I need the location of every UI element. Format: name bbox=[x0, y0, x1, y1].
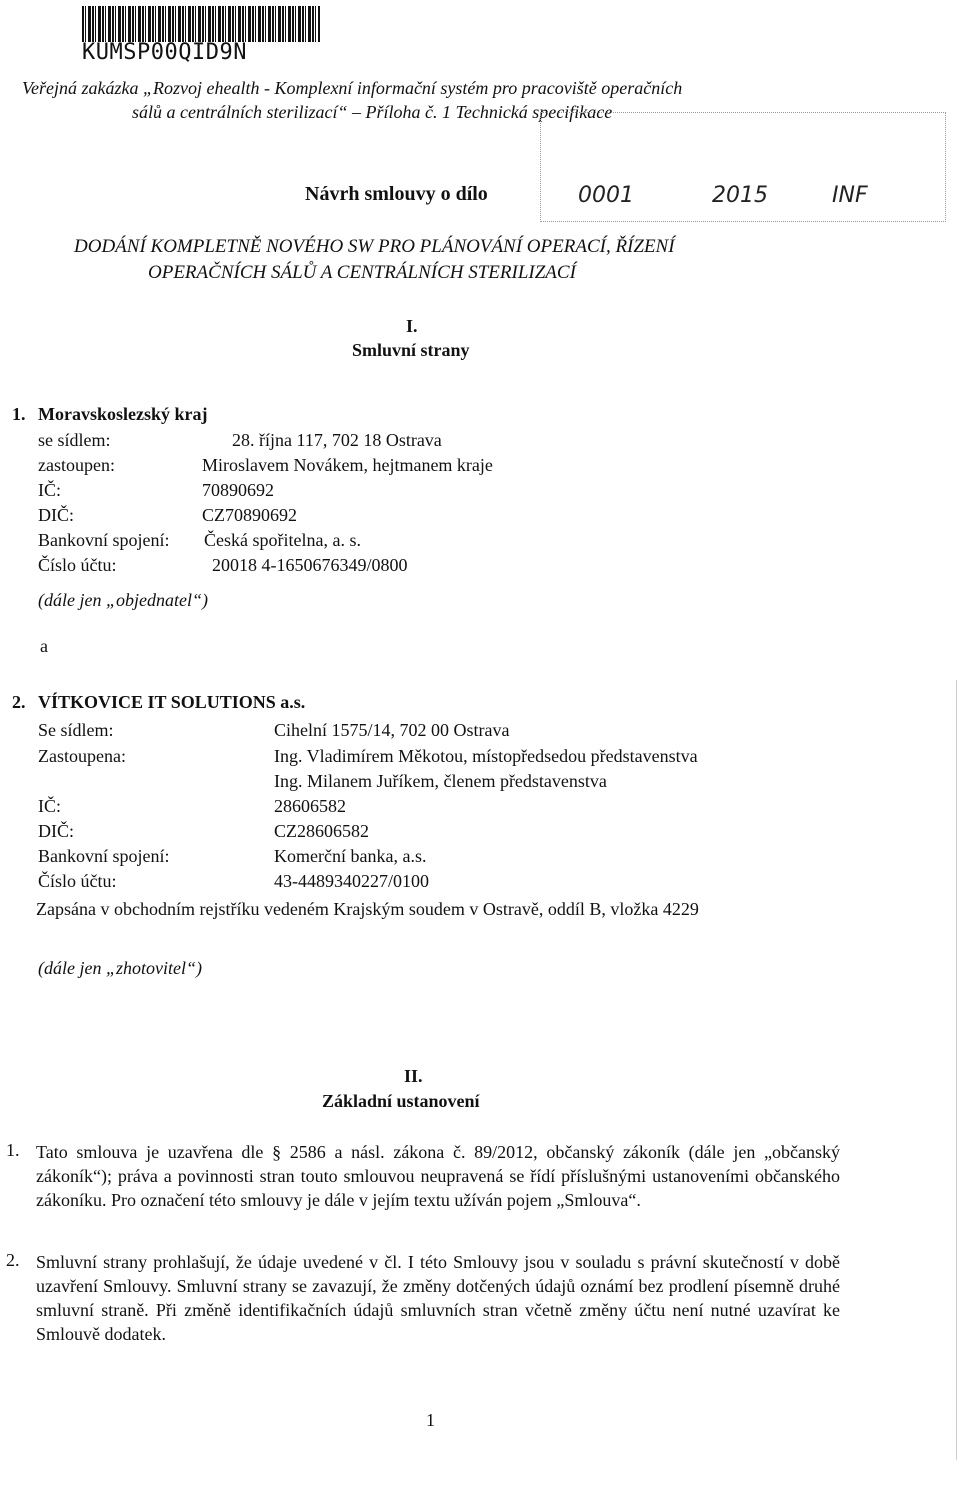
party-2-ic-value: 28606582 bbox=[274, 796, 346, 816]
clause-2-text: Smluvní strany prohlašují, že údaje uvedené v čl. I této Smlouvy jsou v souladu s právní skutečností v době uzavření Smlouvy. Smluvní strany se zavazují, že změny dotčených údajů oznámí bez prodlení písemně druhé smluvní straně. Při změně identifikačních údajů smluvních stran včetně změny účtu není nutné uzavírat ke Smlouvě dodatek. bbox=[36, 1252, 840, 1344]
section-2-numeral: II. bbox=[404, 1066, 423, 1086]
party-2-rep-value-1: Ing. Vladimírem Měkotou, místopředsedou představenstva bbox=[274, 746, 698, 766]
party-2-rep-value-2: Ing. Milanem Juříkem, členem představenstva bbox=[274, 771, 607, 791]
party-1-ic-label: IČ: bbox=[38, 480, 62, 500]
clause-1-text: Tato smlouva je uzavřena dle § 2586 a násl. zákona č. 89/2012, občanský zákoník (dále jen „občanský zákoník“); práva a povinnosti stran touto smlouvou neupravená se řídí příslušnými ustanoveními občanského zákoníku. Pro označení této smlouvy je dále v jejím textu užíván pojem „Smlouva“. bbox=[36, 1142, 840, 1210]
party-2-bank-label: Bankovní spojení: bbox=[38, 846, 170, 866]
party-1-bank-label: Bankovní spojení: bbox=[38, 530, 170, 550]
party-1-account-label: Číslo účtu: bbox=[38, 555, 117, 575]
contract-title: Návrh smlouvy o dílo bbox=[305, 183, 488, 205]
party-2-rep-label: Zastoupena: bbox=[38, 746, 126, 766]
party-1-rep-value: Miroslavem Novákem, hejtmanem kraje bbox=[202, 455, 493, 475]
document-code: KUMSP00QID9N bbox=[82, 40, 247, 65]
party-1-rep-label: zastoupen: bbox=[38, 455, 115, 475]
party-1-number: 1. bbox=[12, 404, 26, 424]
handwritten-year: 2015 bbox=[712, 183, 768, 208]
party-2-seat-label: Se sídlem: bbox=[38, 720, 114, 740]
clause-1-number: 1. bbox=[6, 1140, 20, 1160]
handwritten-dept: INF bbox=[832, 183, 868, 208]
section-1-heading: Smluvní strany bbox=[352, 340, 470, 360]
party-1-dic-value: CZ70890692 bbox=[202, 505, 298, 525]
tender-line-2: sálů a centrálních sterilizací“ – Příloha č. 1 Technická specifikace bbox=[132, 102, 613, 122]
subject-line-2: OPERAČNÍCH SÁLŮ A CENTRÁLNÍCH STERILIZACÍ bbox=[148, 262, 576, 283]
party-1-alias: (dále jen „objednatel“) bbox=[38, 590, 208, 610]
clause-2-number: 2. bbox=[6, 1250, 20, 1270]
party-2-register: Zapsána v obchodním rejstříku vedeném Krajským soudem v Ostravě, oddíl B, vložka 4229 bbox=[36, 899, 699, 919]
page-number: 1 bbox=[426, 1410, 435, 1430]
subject-line-1: DODÁNÍ KOMPLETNĚ NOVÉHO SW PRO PLÁNOVÁNÍ OPERACÍ, ŘÍZENÍ bbox=[74, 236, 675, 257]
party-1-ic-value: 70890692 bbox=[202, 480, 274, 500]
handwritten-number: 0001 bbox=[578, 183, 634, 208]
section-1-numeral: I. bbox=[406, 316, 418, 336]
party-2-account-value: 43-4489340227/0100 bbox=[274, 871, 429, 891]
party-2-seat-value: Cihelní 1575/14, 702 00 Ostrava bbox=[274, 720, 510, 740]
barcode bbox=[82, 6, 320, 42]
party-1-account-value: 20018 4-1650676349/0800 bbox=[212, 555, 408, 575]
party-1-bank-value: Česká spořitelna, a. s. bbox=[204, 530, 361, 550]
party-2-bank-value: Komerční banka, a.s. bbox=[274, 846, 427, 866]
party-2-number: 2. bbox=[12, 692, 26, 712]
section-2-heading: Základní ustanovení bbox=[322, 1091, 480, 1111]
party-1-name: Moravskoslezský kraj bbox=[38, 404, 208, 424]
party-1-seat-label: se sídlem: bbox=[38, 430, 111, 450]
scan-edge-divider bbox=[956, 680, 957, 1460]
party-2-ic-label: IČ: bbox=[38, 796, 62, 816]
party-2-alias: (dále jen „zhotovitel“) bbox=[38, 958, 202, 978]
tender-line-1: Veřejná zakázka „Rozvoj ehealth - Komplexní informační systém pro pracoviště operačních bbox=[22, 78, 683, 98]
party-2-account-label: Číslo účtu: bbox=[38, 871, 117, 891]
party-2-dic-value: CZ28606582 bbox=[274, 821, 370, 841]
party-1-dic-label: DIČ: bbox=[38, 505, 74, 525]
party-1-seat-value: 28. října 117, 702 18 Ostrava bbox=[232, 430, 442, 450]
conjunction: a bbox=[40, 636, 48, 656]
party-2-name: VÍTKOVICE IT SOLUTIONS a.s. bbox=[38, 692, 306, 712]
party-2-dic-label: DIČ: bbox=[38, 821, 74, 841]
